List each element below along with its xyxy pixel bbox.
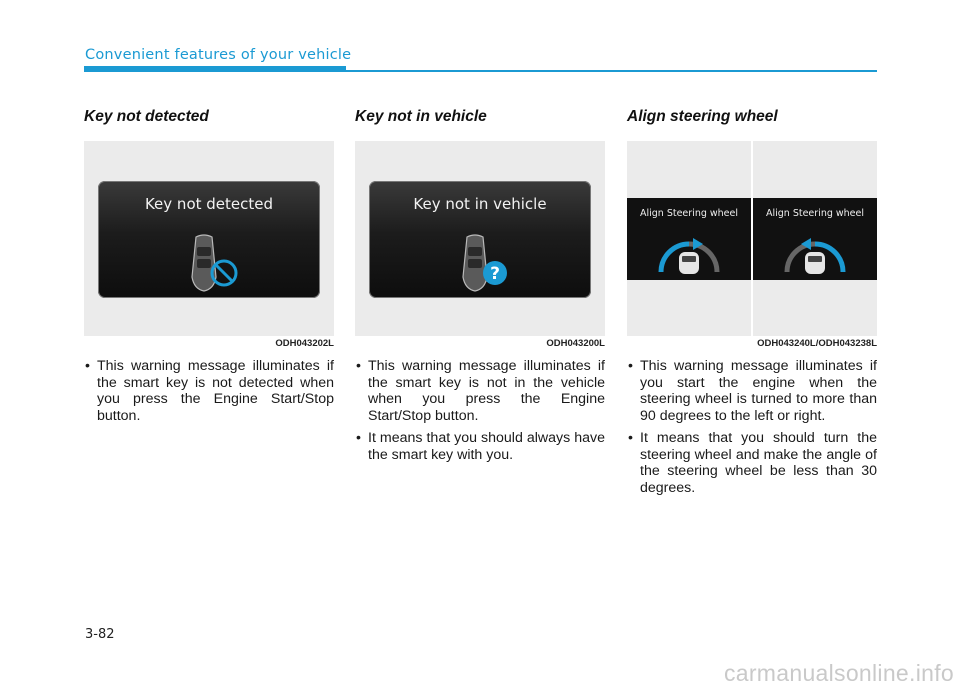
figure-align-steering-wheel	[627, 141, 877, 336]
cluster-display-left	[627, 198, 751, 280]
question-mark-icon	[483, 261, 507, 285]
steering-right-icon	[775, 220, 855, 276]
display-message: Align Steering wheel	[639, 208, 739, 219]
list-item: • It means that you should turn the steering wheel and make the angle of the steering wheel be less than 30 degrees.	[628, 430, 877, 496]
section-title: Key not in vehicle	[355, 108, 487, 125]
list-item: • This warning message illuminates if the smart key is not in the vehicle when you press the Engine Start/Stop button.	[356, 358, 605, 424]
section-key-not-detected	[84, 108, 334, 430]
list-item: • This warning message illuminates if the smart key is not detected when you press the Engine Start/Stop button.	[85, 358, 334, 424]
section-key-not-in-vehicle	[355, 108, 605, 469]
figure-code: ODH043202L	[275, 338, 334, 349]
cluster-display	[369, 181, 591, 298]
svg-text:?: ?	[490, 264, 500, 284]
section-align-steering-wheel	[627, 108, 877, 502]
list-item: • This warning message illuminates if you start the engine when the steering wheel is turned to more than 90 degrees to the left or right.	[628, 358, 877, 424]
list-item: • It means that you should always have the smart key with you.	[356, 430, 605, 463]
cluster-display	[98, 181, 320, 298]
section-title: Align steering wheel	[627, 108, 778, 125]
header-bar	[84, 66, 346, 72]
figure-key-not-detected	[84, 141, 334, 336]
display-message: Align Steering wheel	[765, 208, 865, 219]
display-message: Key not in vehicle	[413, 195, 547, 213]
figure-key-not-in-vehicle	[355, 141, 605, 336]
smart-key-icon	[453, 233, 523, 295]
page-number: 3-82	[85, 627, 115, 642]
figure-divider	[751, 141, 753, 336]
figure-code: ODH043240L/ODH043238L	[757, 338, 877, 349]
bullet-list	[355, 358, 605, 463]
bullet-list	[84, 358, 334, 424]
smart-key-icon	[182, 233, 252, 295]
section-header-title: Convenient features of your vehicle	[85, 47, 352, 63]
watermark: carmanualsonline.info	[723, 660, 954, 686]
figure-code: ODH043200L	[546, 338, 605, 349]
header-rule	[346, 70, 877, 72]
cluster-display-right	[753, 198, 877, 280]
steering-left-icon	[649, 220, 729, 276]
bullet-list	[627, 358, 877, 496]
display-message: Key not detected	[144, 195, 274, 213]
section-title: Key not detected	[84, 108, 209, 125]
